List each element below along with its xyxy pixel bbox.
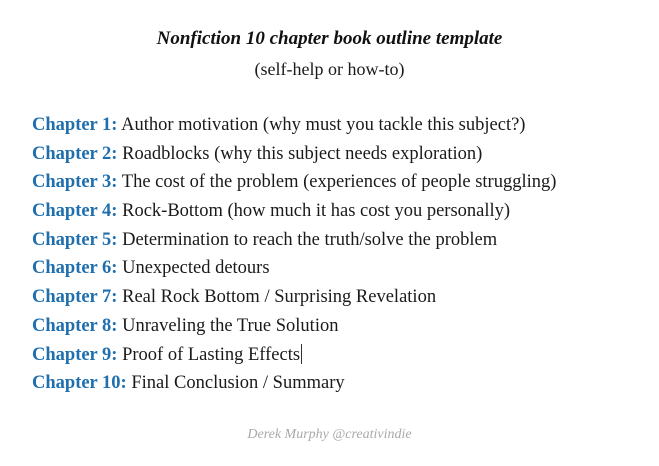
chapter-item-7 <box>32 284 652 313</box>
text-cursor <box>301 344 302 364</box>
chapter-description[interactable]: Unraveling the True Solution <box>122 315 339 336</box>
chapter-description[interactable]: Rock-Bottom (how much it has cost you personally) <box>122 201 511 222</box>
chapter-description[interactable]: Unexpected detours <box>122 258 270 279</box>
document-title: Nonfiction 10 chapter book outline template <box>156 28 503 49</box>
chapter-item-1 <box>32 112 652 141</box>
chapter-item-2 <box>32 141 652 170</box>
author-credit: Derek Murphy @creativindie <box>247 427 412 442</box>
chapter-description[interactable]: Final Conclusion / Summary <box>131 373 345 394</box>
chapter-label: Chapter 2: <box>32 143 118 164</box>
chapter-label: Chapter 3: <box>32 172 118 193</box>
chapter-label: Chapter 8: <box>32 315 118 336</box>
chapter-label: Chapter 1: <box>32 115 118 135</box>
chapter-item-4 <box>32 198 652 227</box>
chapter-description[interactable]: Roadblocks (why this subject needs exploration) <box>122 143 483 164</box>
document-subtitle: (self-help or how-to) <box>254 59 405 79</box>
chapter-label: Chapter 5: <box>32 229 118 250</box>
chapter-item-5 <box>32 227 652 256</box>
chapter-description[interactable]: The cost of the problem (experiences of people struggling) <box>121 172 557 193</box>
chapter-description[interactable]: Determination to reach the truth/solve the problem <box>122 229 498 250</box>
chapter-description[interactable]: Proof of Lasting Effects <box>122 344 301 365</box>
chapter-label: Chapter 7: <box>32 287 118 308</box>
chapter-description[interactable]: Real Rock Bottom / Surprising Revelation <box>122 287 437 308</box>
chapter-item-9 <box>32 342 652 371</box>
chapter-label: Chapter 9: <box>32 344 118 365</box>
chapter-description[interactable]: Author motivation (why must you tackle this subject?) <box>121 115 526 135</box>
chapter-item-3 <box>32 169 652 198</box>
chapter-list <box>32 112 652 399</box>
chapter-label: Chapter 10: <box>32 373 127 394</box>
chapter-item-8 <box>32 313 652 342</box>
chapter-label: Chapter 6: <box>32 258 118 279</box>
chapter-label: Chapter 4: <box>32 201 118 222</box>
chapter-item-10 <box>32 370 652 399</box>
chapter-item-6 <box>32 255 652 284</box>
